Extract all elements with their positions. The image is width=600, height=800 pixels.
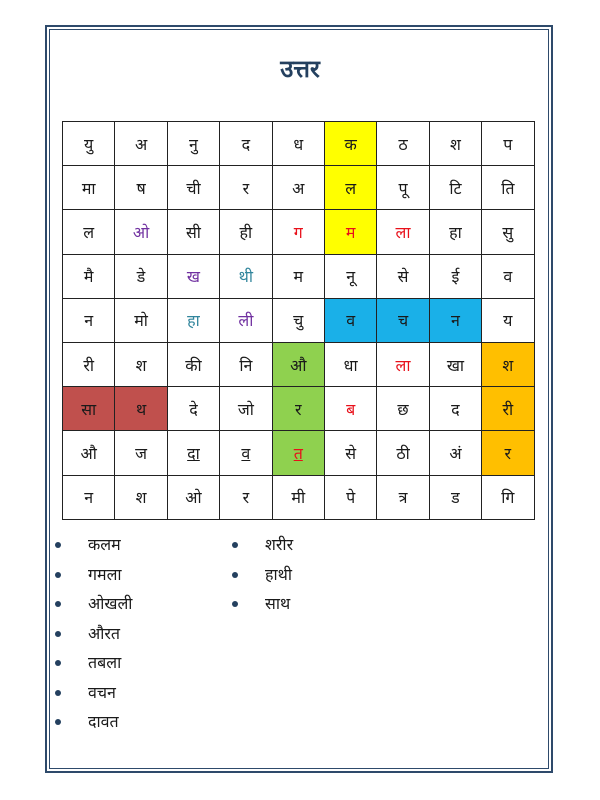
grid-cell: ई bbox=[429, 254, 481, 298]
grid-cell: पू bbox=[377, 166, 429, 210]
grid-cell: ली bbox=[220, 298, 272, 342]
grid-cell: न bbox=[429, 298, 481, 342]
word-list-left bbox=[55, 530, 132, 737]
grid-cell: नु bbox=[167, 122, 219, 166]
grid-cell: र bbox=[272, 387, 324, 431]
grid-cell: मो bbox=[115, 298, 167, 342]
grid-cell: पे bbox=[324, 475, 376, 519]
grid-cell: दा bbox=[167, 431, 219, 475]
grid-row bbox=[63, 166, 535, 210]
word-list-item: दावत bbox=[55, 707, 132, 737]
grid-cell: गि bbox=[482, 475, 534, 519]
word-list-item: औरत bbox=[55, 619, 132, 649]
grid-cell: से bbox=[377, 254, 429, 298]
grid-cell: र bbox=[482, 431, 534, 475]
grid-row bbox=[63, 298, 535, 342]
grid-cell: द bbox=[220, 122, 272, 166]
grid-cell: ग bbox=[272, 210, 324, 254]
grid-cell: की bbox=[167, 342, 219, 386]
grid-cell: व bbox=[324, 298, 376, 342]
grid-cell: ओ bbox=[115, 210, 167, 254]
grid-cell: नू bbox=[324, 254, 376, 298]
word-list-item: तबला bbox=[55, 648, 132, 678]
grid-cell: च bbox=[377, 298, 429, 342]
grid-cell: री bbox=[63, 342, 115, 386]
word-list-item: शरीर bbox=[232, 530, 293, 560]
grid-row bbox=[63, 475, 535, 519]
grid-row bbox=[63, 342, 535, 386]
grid-cell: ला bbox=[377, 210, 429, 254]
word-list-right bbox=[232, 530, 293, 619]
grid-cell: मा bbox=[63, 166, 115, 210]
grid-cell: य bbox=[482, 298, 534, 342]
word-search-grid bbox=[62, 121, 535, 520]
word-list-item: वचन bbox=[55, 678, 132, 708]
grid-cell: ख bbox=[167, 254, 219, 298]
grid-cell: ति bbox=[482, 166, 534, 210]
grid-cell: ष bbox=[115, 166, 167, 210]
grid-cell: जो bbox=[220, 387, 272, 431]
grid-cell: मी bbox=[272, 475, 324, 519]
grid-cell: खा bbox=[429, 342, 481, 386]
grid-cell: व bbox=[220, 431, 272, 475]
grid-cell: र bbox=[220, 475, 272, 519]
grid-cell: थी bbox=[220, 254, 272, 298]
grid-cell: सु bbox=[482, 210, 534, 254]
grid-cell: डे bbox=[115, 254, 167, 298]
grid-cell: श bbox=[482, 342, 534, 386]
grid-cell: श bbox=[115, 342, 167, 386]
grid-cell: से bbox=[324, 431, 376, 475]
grid-cell: औ bbox=[63, 431, 115, 475]
grid-cell: दे bbox=[167, 387, 219, 431]
grid-row bbox=[63, 387, 535, 431]
grid-cell: श bbox=[429, 122, 481, 166]
grid-cell: टि bbox=[429, 166, 481, 210]
grid-cell: सी bbox=[167, 210, 219, 254]
grid-cell: त्र bbox=[377, 475, 429, 519]
word-list-item: साथ bbox=[232, 589, 293, 619]
word-list-item: कलम bbox=[55, 530, 132, 560]
grid-cell: ची bbox=[167, 166, 219, 210]
grid-cell: व bbox=[482, 254, 534, 298]
grid-cell: ल bbox=[324, 166, 376, 210]
grid-row bbox=[63, 210, 535, 254]
grid-cell: नि bbox=[220, 342, 272, 386]
grid-cell: ठ bbox=[377, 122, 429, 166]
grid-cell: प bbox=[482, 122, 534, 166]
grid-cell: श bbox=[115, 475, 167, 519]
grid-cell: ओ bbox=[167, 475, 219, 519]
grid-cell: ब bbox=[324, 387, 376, 431]
grid-cell: म bbox=[324, 210, 376, 254]
grid-cell: ल bbox=[63, 210, 115, 254]
page-title: उत्तर bbox=[280, 55, 320, 83]
grid-cell: छ bbox=[377, 387, 429, 431]
grid-cell: न bbox=[63, 298, 115, 342]
grid-row bbox=[63, 122, 535, 166]
grid-row bbox=[63, 254, 535, 298]
grid-cell: औ bbox=[272, 342, 324, 386]
word-list-item: गमला bbox=[55, 560, 132, 590]
grid-cell: थ bbox=[115, 387, 167, 431]
grid-cell: ड bbox=[429, 475, 481, 519]
grid-cell: हा bbox=[167, 298, 219, 342]
grid-cell: ठी bbox=[377, 431, 429, 475]
grid-cell: द bbox=[429, 387, 481, 431]
word-list-item: ओखली bbox=[55, 589, 132, 619]
grid-cell: हा bbox=[429, 210, 481, 254]
grid-cell: मै bbox=[63, 254, 115, 298]
grid-cell: यु bbox=[63, 122, 115, 166]
grid-cell: अं bbox=[429, 431, 481, 475]
grid-cell: सा bbox=[63, 387, 115, 431]
grid-row bbox=[63, 431, 535, 475]
grid-cell: अ bbox=[115, 122, 167, 166]
grid-cell: ही bbox=[220, 210, 272, 254]
grid-cell: ला bbox=[377, 342, 429, 386]
grid-cell: त bbox=[272, 431, 324, 475]
grid-cell: ध bbox=[272, 122, 324, 166]
grid-cell: री bbox=[482, 387, 534, 431]
grid-cell: र bbox=[220, 166, 272, 210]
word-list-item: हाथी bbox=[232, 560, 293, 590]
grid-cell: म bbox=[272, 254, 324, 298]
grid-cell: क bbox=[324, 122, 376, 166]
grid-cell: न bbox=[63, 475, 115, 519]
grid-cell: अ bbox=[272, 166, 324, 210]
grid-cell: ज bbox=[115, 431, 167, 475]
grid-cell: चु bbox=[272, 298, 324, 342]
grid-cell: धा bbox=[324, 342, 376, 386]
